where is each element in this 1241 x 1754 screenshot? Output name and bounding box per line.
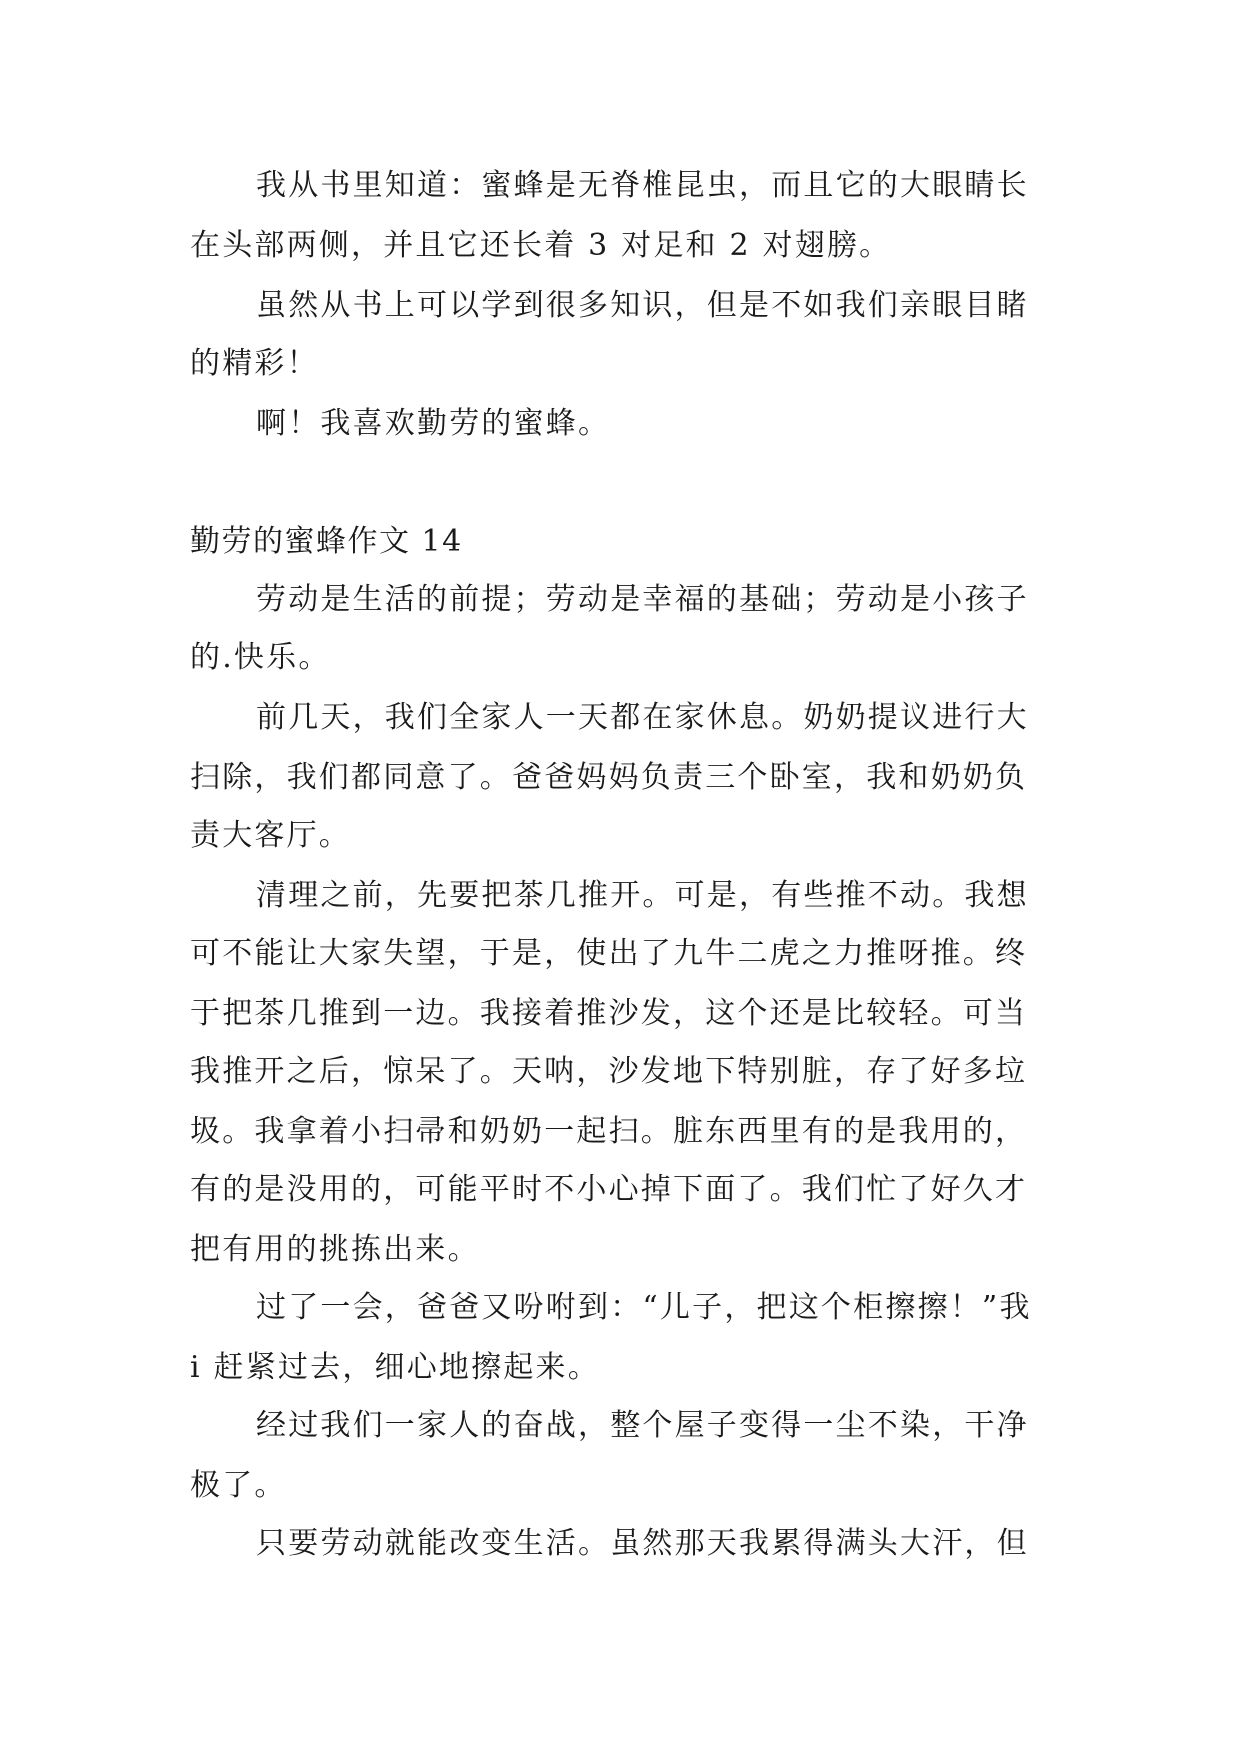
text-line: 经过我们一家人的奋战，整个屋子变得一尘不染，干净 — [256, 1408, 1029, 1443]
text-line: 可不能让大家失望，于是，使出了九牛二虎之力推呀推。终 — [190, 936, 1028, 971]
text-line: 劳动是生活的前提；劳动是幸福的基础；劳动是小孩子 — [256, 582, 1029, 617]
text-line: 虽然从书上可以学到很多知识，但是不如我们亲眼目睹 — [256, 288, 1029, 323]
text-line: 的精彩！ — [190, 346, 319, 381]
text-line: 于把茶几推到一边。我接着推沙发，这个还是比较轻。可当 — [190, 996, 1028, 1031]
text-line: 扫除，我们都同意了。爸爸妈妈负责三个卧室，我和奶奶负 — [190, 760, 1028, 795]
text-line: 我从书里知道：蜜蜂是无脊椎昆虫，而且它的大眼睛长 — [256, 168, 1029, 203]
text-line: 在头部两侧，并且它还长着 3 对足和 2 对翅膀。 — [190, 228, 892, 263]
text-line: 的.快乐。 — [190, 640, 331, 675]
text-line: 过了一会，爸爸又吩咐到：“儿子，把这个柜擦擦！”我 — [256, 1290, 1032, 1325]
section-title: 勤劳的蜜蜂作文 14 — [190, 524, 463, 559]
text-line: 极了。 — [190, 1468, 287, 1503]
text-line: 清理之前，先要把茶几推开。可是，有些推不动。我想 — [256, 878, 1029, 913]
text-line: i 赶紧过去，细心地擦起来。 — [190, 1350, 600, 1385]
text-line: 圾。我拿着小扫帚和奶奶一起扫。脏东西里有的是我用的， — [190, 1114, 1028, 1149]
text-line: 有的是没用的，可能平时不小心掉下面了。我们忙了好久才 — [190, 1172, 1028, 1207]
text-line: 责大客厅。 — [190, 818, 351, 853]
text-line: 啊！我喜欢勤劳的蜜蜂。 — [256, 406, 611, 441]
text-line: 我推开之后，惊呆了。天呐，沙发地下特别脏，存了好多垃 — [190, 1054, 1028, 1089]
text-line: 把有用的挑拣出来。 — [190, 1232, 480, 1267]
text-line: 只要劳动就能改变生活。虽然那天我累得满头大汗，但 — [256, 1526, 1029, 1561]
text-line: 前几天，我们全家人一天都在家休息。奶奶提议进行大 — [256, 700, 1029, 735]
